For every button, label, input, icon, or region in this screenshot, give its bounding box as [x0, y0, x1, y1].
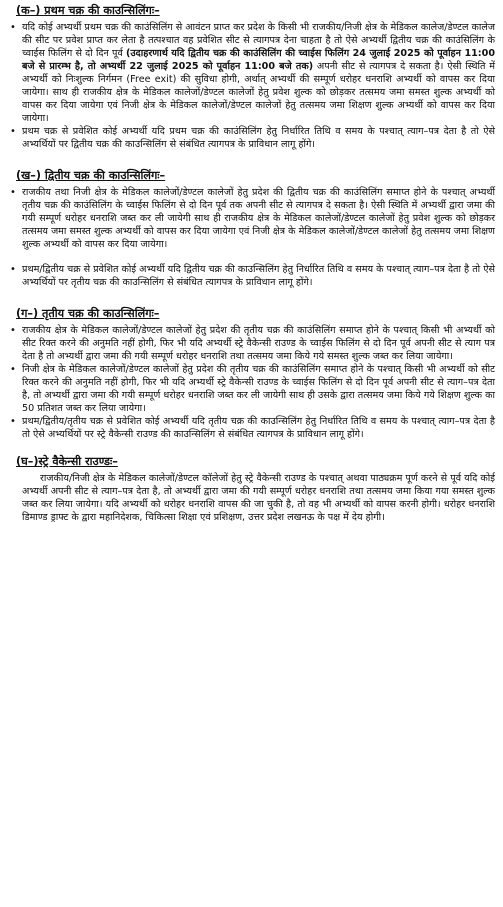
paragraph: राजकीय तथा निजी क्षेत्र के मेडिकल कालेजों/डेण्टल कालेजों हेतु प्रदेश की द्वितीय चक्र की काउंसिलिंग समाप्त होने के पश्चात् अभ्यर्थी तृतीय चक्र की काउंसिलिंग के च्वाईस फिलिंग से दो दिन पूर्व तक अपनी सीट से त्यागपत्र दे सकता है। ऐसी स्थिति में अभ्यर्थी द्वारा जमा की गयी सम्पूर्ण धरोहर धनराशि जब्त कर ली जायेगी साथ ही राजकीय क्षेत्र के मेडिकल कालेजों/डेण्टल कालेजों हेतु प्रवेश शुल्क को छोड़कर तत्समय जमा समस्त शुल्क अभ्यर्थी को वापस कर दिया जायेगा एवं निजी क्षेत्र के मेडिकल कालेजों/डेण्टल कालेजों हेतु तत्समय जमा शिक्षण शुल्क अभ्यर्थी को वापस कर दिया जायेगा।: [22, 187, 495, 250]
section-heading-first-round: (क–) प्रथम चक्र की काउन्सिलिंगः–: [16, 4, 160, 17]
section-heading-stray-vacancy: (घ–)स्ट्रे वैकेन्सी राउण्डः–: [16, 455, 118, 468]
paragraph: प्रथम चक्र से प्रवेशित कोई अभ्यर्थी यदि प्रथम चक्र की काउंसिलिंग हेतु निर्धारित तिथि व समय के पश्चात् त्याग–पत्र देता है तो ऐसे अभ्यर्थियों पर द्वितीय चक्र की काउन्सिलिंग से संबंधित त्यागपत्र के प्राविधान लागू होंगे।: [22, 126, 495, 150]
text-run: अपनी सीट से त्यागपत्र दे सकता है। ऐसी स्थिति में अभ्यर्थी को निःशुल्क निर्गमन (Free exit) की सुविधा होगी, अर्थात् अभ्यर्थी की सम्पूर्ण धरोहर धनराशि अभ्यर्थी को वापस कर दिया जायेगा। साथ ही राजकीय क्षेत्र के मेडिकल कालेजों/डेण्टल कालेजों हेतु प्रवेश शुल्क को छोड़कर तत्समय जमा समस्त शुल्क अभ्यर्थी को वापस कर दिया जायेगा एवं निजी क्षेत्र के मेडिकल कालेजों/डेण्टल कालेजों हेतु तत्समय जमा शिक्षण शुल्क अभ्यर्थी को वापस कर दिया जायेगा।: [22, 61, 495, 124]
bullet-icon: •: [10, 22, 16, 33]
list-item: [8, 263, 495, 289]
paragraph: [22, 21, 495, 125]
bullet-icon: •: [10, 187, 16, 198]
bullet-icon: •: [10, 126, 16, 137]
bullet-icon: •: [10, 325, 16, 336]
paragraph: निजी क्षेत्र के मेडिकल कालेजों/डेण्टल कालेजों हेतु प्रदेश की तृतीय चक्र की काउंसिलिंग समाप्त होने के पश्चात् किसी भी अभ्यर्थी को सीट रिक्त करने की अनुमति नहीं होगी, फिर भी यदि अभ्यर्थी स्ट्रे वैकेन्सी राउण्ड के च्वाईस फिलिंग से दो दिन पूर्व अपनी सीट से त्याग–पत्र देता है, तो अभ्यर्थी द्वारा जमा की गयी सम्पूर्ण धरोहर धनराशि जब्त कर ली जायेगी साथ ही उसके द्वारा तत्समय जमा किये गये शिक्षण शुल्क का 50 प्रतिशत जब्त कर लिया जायेगा।: [22, 364, 495, 414]
paragraph: राजकीय क्षेत्र के मेडिकल कालेजों/डेण्टल कालेजों हेतु प्रदेश की तृतीय चक्र की काउंसिलिंग समाप्त होने के पश्चात् किसी भी अभ्यर्थी को सीट रिक्त करने की अनुमति नहीं होगी, फिर भी यदि अभ्यर्थी स्ट्रे वैकेन्सी राउण्ड के च्वाईस फिलिंग से दो दिन पूर्व अपनी सीट से त्याग पत्र देता है तो अभ्यर्थी द्वारा जमा की गयी सम्पूर्ण धरोहर धनराशि तथा तत्समय जमा किये गये समस्त शुल्क जब्त कर लिया जायेगा।: [22, 325, 495, 362]
list-item: [8, 186, 495, 251]
paragraph: प्रथम/द्वितीय/तृतीय चक्र से प्रवेशित कोई अभ्यर्थी यदि तृतीय चक्र की काउन्सिलिंग हेतु निर्धारित तिथि व समय के पश्चात् त्याग–पत्र देता है तो ऐसे अभ्यर्थियों पर स्ट्रे वैकेन्सी राउण्ड की काउन्सिलिंग से संबंधित त्यागपत्र के प्राविधान लागू होंगे।: [22, 416, 495, 440]
bullet-icon: •: [10, 364, 16, 375]
text-run: यदि कोई अभ्यर्थी प्रथम चक्र की काउंसिलिंग से आवंटन प्राप्त कर प्रदेश के किसी भी राजकीय/निजी क्षेत्र के मेडिकल कालेज/डेण्टल कालेज की सीट पर प्रवेश प्राप्त कर लेता है तत्पश्चात वह प्रवेशित सीट से त्यागपत्र देना चाहता है तो ऐसे अभ्यर्थी द्वितीय चक्र की काउंसिलिंग के च्वाईस फिलिंग से दो दिन पूर्व: [22, 22, 495, 59]
list-item: [8, 21, 495, 125]
bullet-icon: •: [10, 264, 16, 275]
list-item: [8, 415, 495, 441]
list-item: [8, 125, 495, 151]
list-item: [8, 324, 495, 363]
section-heading-second-round: (ख–) द्वितीय चक्र की काउन्सिलिंगः–: [16, 169, 166, 182]
bullet-icon: •: [10, 416, 16, 427]
paragraph: राजकीय/निजी क्षेत्र के मेडिकल कालेजों/डेण्टल कॉलेजों हेतु स्ट्रे वैकेन्सी राउण्ड के पश्चात् अथवा पाठ्यक्रम पूर्ण करने से पूर्व यदि कोई अभ्यर्थी अपनी सीट से त्याग–पत्र देता है, तो अभ्यर्थी द्वारा जमा की गयी सम्पूर्ण धरोहर धनराशि तथा तत्समय जमा किया गया समस्त शुल्क जब्त कर लिया जायेगा। यदि अभ्यर्थी को धरोहर धनराशि वापस की जा चुकी है, तो वह भी अभ्यर्थी को वापस करनी होगी। धरोहर धनराशि डिमाण्ड ड्राफ्ट के द्वारा महानिदेशक, चिकित्सा शिक्षा एवं प्रशिक्षण, उत्तर प्रदेश लखनऊ के पक्ष में देय होगी।: [22, 473, 495, 523]
paragraph: प्रथम/द्वितीय चक्र से प्रवेशित कोई अभ्यर्थी यदि द्वितीय चक्र की काउन्सिलिंग हेतु निर्धारित तिथि व समय के पश्चात् त्याग–पत्र देता है तो ऐसे अभ्यर्थियों पर तृतीय चक्र की काउन्सिलिंग से संबंधित त्यागपत्र के प्राविधान लागू होंगे।: [22, 264, 495, 288]
list-item: [8, 363, 495, 415]
section-heading-third-round: (ग–) तृतीय चक्र की काउन्सिलिंगः–: [16, 307, 160, 320]
bold-example-text: (उदाहरणार्थ यदि द्वितीय चक्र की काउंसिलिंग की च्वाईस फिलिंग 24 जुलाई 2025 को पूर्वाहन 11:00 बजे से प्रारम्भ है, तो अभ्यर्थी 22 जुलाई 2025 को पूर्वाहन 11:00 बजे तक): [22, 48, 495, 72]
